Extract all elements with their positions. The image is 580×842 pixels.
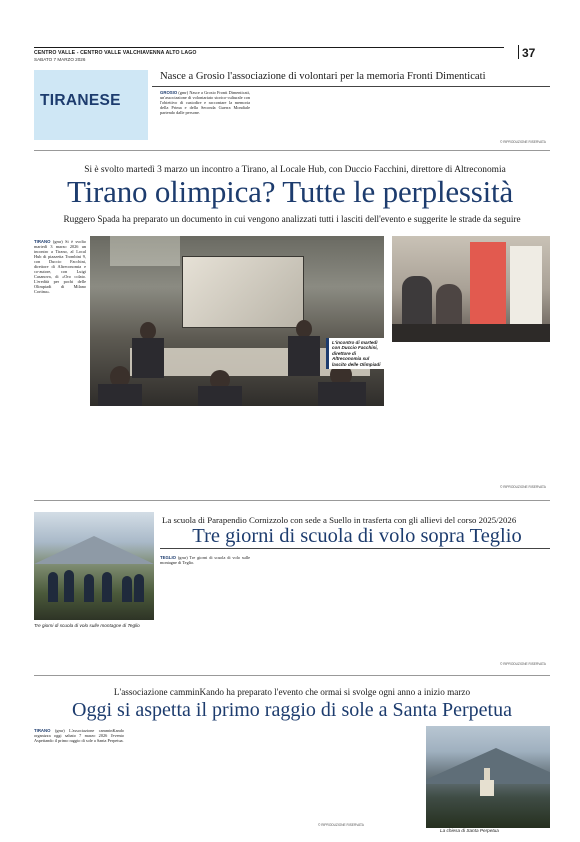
- masthead-date: SABATO 7 MARZO 2026: [34, 57, 86, 62]
- teglio-kicker: La scuola di Parapendio Cornizzolo con sede a Suello in trasferta con gli allievi del corso 2025/2026: [162, 515, 517, 525]
- headline-rule: [152, 86, 550, 87]
- church: [480, 780, 494, 796]
- copyright-note: © RIPRODUZIONE RISERVATA: [500, 140, 546, 144]
- speakers-photo: [392, 236, 550, 342]
- photo-light: [110, 236, 180, 266]
- person: [198, 386, 242, 406]
- masthead-section: CENTRO VALLE - CENTRO VALLE VALCHIAVENNA ALTO LAGO: [34, 50, 197, 56]
- main-title: Tirano olimpica? Tutte le perplessità: [66, 174, 514, 209]
- masthead: [34, 47, 504, 62]
- column-text: (gmr) Si è svolto martedì 3 marzo 2026 un incontro a Tirano, al Local Hub di piazzetta Trombini 9, con Duccio Facchini, direttore di Altreconomia e co-autore, con Luigi Casanova, di «Oro colato. L'eredità per pochi delle Olimpiadi di Milano Cortina».: [34, 239, 86, 295]
- person: [48, 572, 58, 602]
- meeting-photo: [90, 236, 384, 406]
- main-kicker: Si è svolto martedì 3 marzo un incontro a Tirano, al Locale Hub, con Duccio Facchini, direttore di Altreconomia: [84, 165, 506, 175]
- teglio-column-1: [160, 555, 250, 565]
- grosio-column-1: [160, 90, 250, 115]
- section-divider: [34, 500, 550, 501]
- speakers-table: [392, 324, 550, 342]
- dateline: TIRANO: [34, 728, 51, 733]
- copyright-note: © RIPRODUZIONE RISERVATA: [318, 823, 364, 827]
- paragliding-photo: [34, 512, 154, 620]
- grosio-headline: Nasce a Grosio l'associazione di volontari per la memoria Fronti Dimenticati: [160, 71, 486, 82]
- section-divider: [34, 675, 550, 676]
- dateline: GROSIO: [160, 90, 178, 95]
- headline-rule: [160, 548, 550, 549]
- person: [102, 572, 112, 602]
- dateline: TIRANO: [34, 239, 51, 244]
- column-text: (gmr) L'associazione camminKando organizza oggi sabato 7 marzo 2026 l'evento Aspettando il primo raggio di sole a Santa Perpetua.: [34, 728, 125, 744]
- column-text: (gmr) Tre giorni di scuola di volo sulle montagne di Teglio.: [160, 555, 251, 566]
- perpetua-kicker: L'associazione camminKando ha preparato l'evento che ormai si svolge ogni anno a inizio marzo: [113, 687, 471, 697]
- person: [64, 570, 74, 602]
- perpetua-column-1: [34, 728, 124, 743]
- photo-caption: L'incontro di martedì con Duccio Facchini, direttore di Altreconomia sul lascito delle Olimpiadi: [326, 338, 386, 369]
- banner: [510, 246, 542, 328]
- main-column-1: [34, 239, 86, 295]
- church-photo: [426, 726, 550, 828]
- banner: [470, 242, 506, 328]
- copyright-note: © RIPRODUZIONE RISERVATA: [500, 485, 546, 489]
- person: [132, 338, 164, 378]
- person: [98, 384, 142, 406]
- projection-screen: [182, 256, 304, 328]
- photo-caption: La chiesa di Santa Perpetua: [440, 828, 499, 833]
- section-label: TIRANESE: [40, 92, 121, 109]
- section-divider: [34, 150, 550, 151]
- perpetua-title: Oggi si aspetta il primo raggio di sole a Santa Perpetua: [72, 699, 512, 721]
- page-number-divider: [518, 45, 519, 59]
- dateline: TEGLIO: [160, 555, 176, 560]
- teglio-title: Tre giorni di scuola di volo sopra Teglio: [192, 525, 522, 547]
- column-text: (gmr) Nasce a Grosio Fronti Dimenticati, un'associazione di volontariato storico-culturale con l'obiettivo di custodire e raccontare la memoria della Prima e della Seconda Guerra Mondiale partendo dalle persone.: [160, 90, 251, 116]
- mountain: [34, 536, 154, 564]
- copyright-note: © RIPRODUZIONE RISERVATA: [500, 662, 546, 666]
- person: [84, 574, 94, 602]
- person: [318, 382, 366, 406]
- main-subtitle: Ruggero Spada ha preparato un documento in cui vengono analizzati tutti i lasciti dell'evento e suggerite le strade da seguire: [63, 214, 521, 224]
- photo-caption: Tre giorni di scuola di volo sulle montagne di Teglio: [34, 623, 140, 628]
- page-number: 37: [522, 46, 536, 60]
- person: [288, 336, 320, 376]
- person: [122, 576, 132, 602]
- person: [134, 574, 144, 602]
